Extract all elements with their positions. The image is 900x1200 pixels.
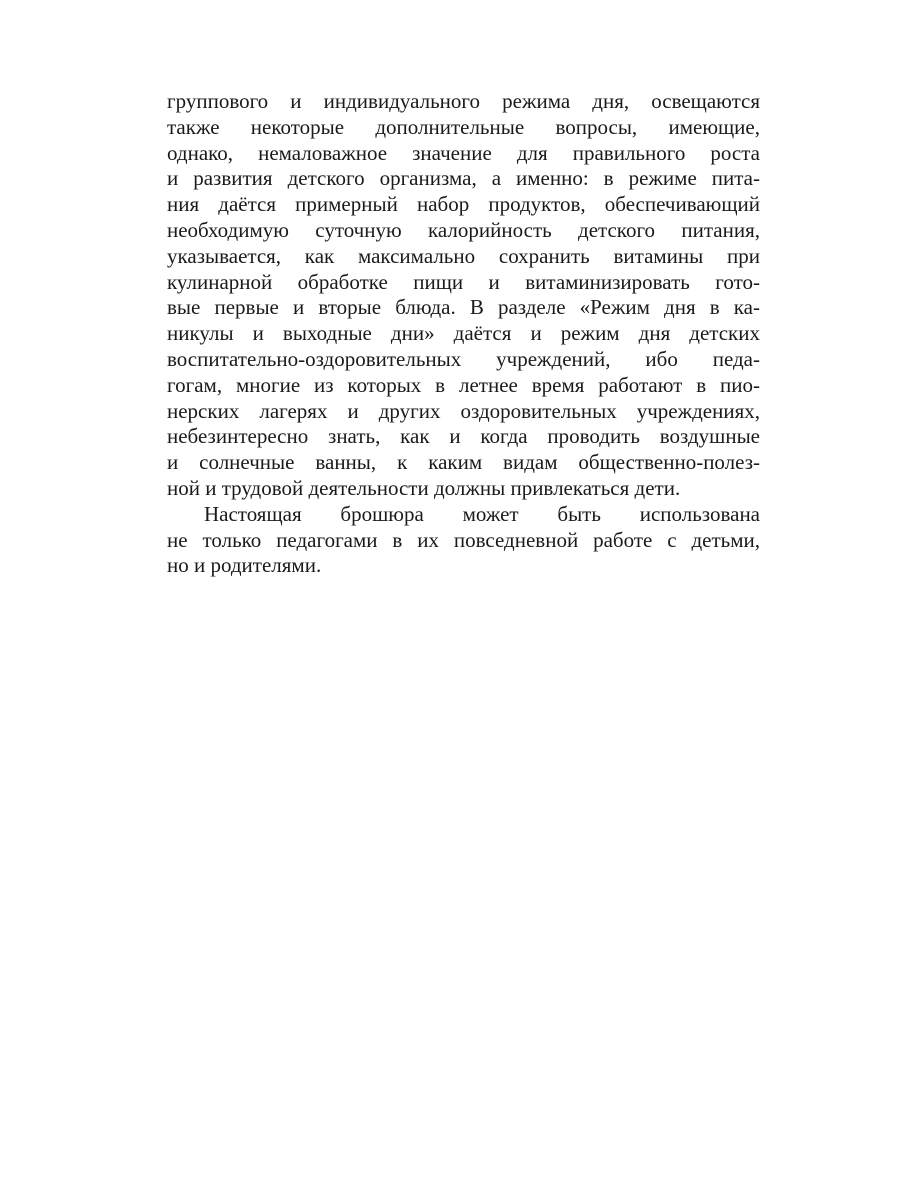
text-line: никулы и выходные дни» даётся и режим дня детских bbox=[167, 321, 760, 346]
text-line: необходимую суточную калорийность детского питания, bbox=[167, 217, 760, 242]
text-line: и развития детского организма, а именно: в режиме пита- bbox=[167, 166, 760, 191]
text-line: указывается, как максимально сохранить витамины при bbox=[167, 243, 760, 268]
text-line: также некоторые дополнительные вопросы, имеющие, bbox=[167, 114, 760, 139]
text-line: кулинарной обработке пищи и витаминизировать гото- bbox=[167, 269, 760, 294]
text-line: однако, немаловажное значение для правильного роста bbox=[167, 140, 760, 165]
text-line: гогам, многие из которых в летнее время работают в пио- bbox=[167, 372, 760, 397]
text-line: ния даётся примерный набор продуктов, обеспечивающий bbox=[167, 192, 760, 217]
text-line: воспитательно-оздоровительных учреждений, ибо педа- bbox=[167, 346, 760, 371]
text-line: группового и индивидуального режима дня, освещаются bbox=[167, 89, 760, 113]
text-line: и солнечные ванны, к каким видам общественно-полез- bbox=[167, 450, 760, 475]
text-line: небезинтересно знать, как и когда проводить воздушные bbox=[167, 424, 760, 449]
paragraph-2 bbox=[167, 502, 760, 579]
text-line: нерских лагерях и других оздоровительных учреждениях, bbox=[167, 398, 760, 423]
body-text bbox=[167, 89, 760, 579]
text-line: ной и трудовой деятельности должны привлекаться дети. bbox=[167, 475, 681, 500]
text-line: но и родителями. bbox=[167, 553, 322, 578]
text-line: вые первые и вторые блюда. В разделе «Режим дня в ка- bbox=[167, 295, 760, 320]
text-line: не только педагогами в их повседневной работе с детьми, bbox=[167, 527, 760, 552]
paragraph-1 bbox=[167, 89, 760, 502]
text-line: Настоящая брошюра может быть использована bbox=[204, 501, 760, 526]
